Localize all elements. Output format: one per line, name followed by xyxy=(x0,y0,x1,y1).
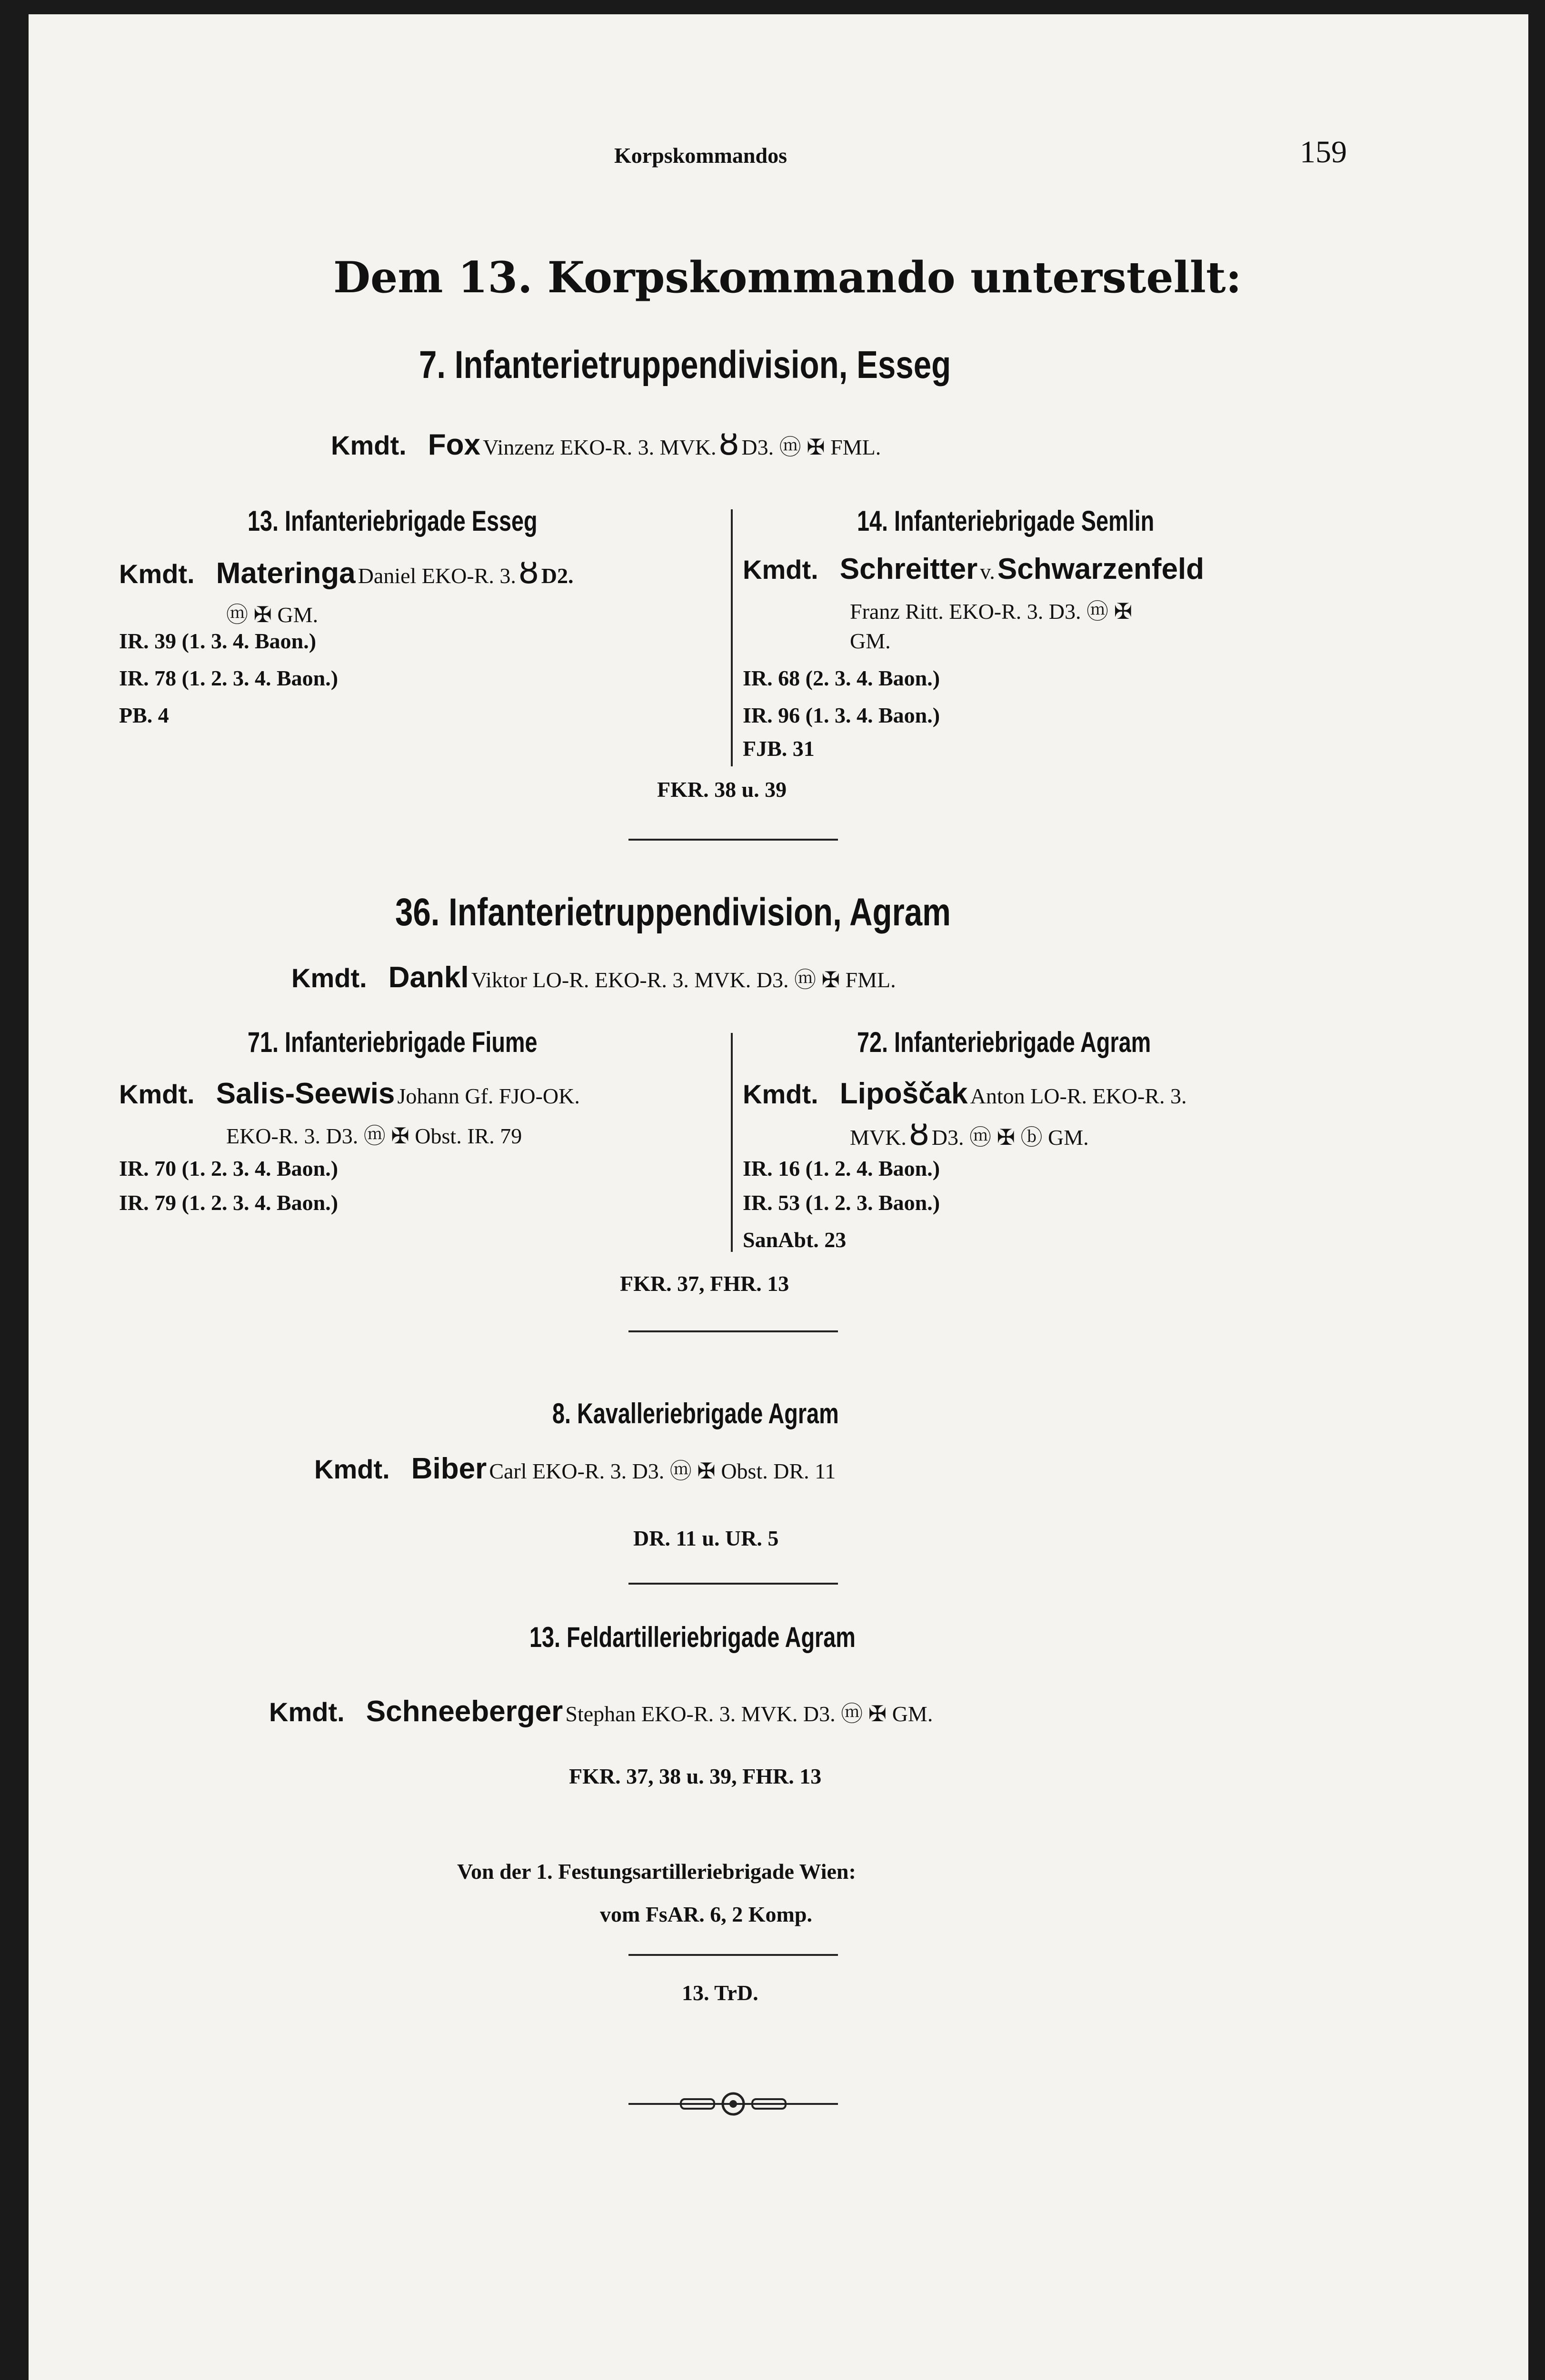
commander-decorations: D3. ⓜ ✠ ⓑ GM. xyxy=(931,1125,1089,1150)
artillery-line: FKR. 38 u. 39 xyxy=(657,777,787,802)
cavalry-units: DR. 11 u. UR. 5 xyxy=(633,1526,779,1550)
cross-medal-icon: ȣ xyxy=(718,424,739,463)
unit-line: IR. 68 (2. 3. 4. Baon.) xyxy=(743,666,940,690)
commander-details: Viktor LO-R. EKO-R. 3. MVK. D3. ⓜ ✠ FML. xyxy=(471,968,896,992)
commander-name: Schreitter xyxy=(839,553,978,585)
unit-line: IR. 16 (1. 2. 4. Baon.) xyxy=(743,1156,940,1180)
commander-details: Daniel EKO-R. 3. xyxy=(358,564,516,588)
kmdt-label: Kmdt. xyxy=(743,1079,818,1109)
field-artillery-brigade-title: 13. Feldartilleriebrigade Agram xyxy=(529,1621,856,1653)
fortress-artillery-detail: vom FsAR. 6, 2 Komp. xyxy=(600,1902,812,1926)
unit-line: SanAbt. 23 xyxy=(743,1228,847,1252)
division-7-commander xyxy=(331,424,881,463)
brigade-13-commander xyxy=(119,552,574,591)
divider-rule xyxy=(628,1583,838,1585)
unit-line: FJB. 31 xyxy=(743,736,815,761)
commander-name: Biber xyxy=(411,1452,487,1485)
commander-name: Schneeberger xyxy=(366,1695,563,1728)
kmdt-label: Kmdt. xyxy=(743,555,818,585)
name-particle: v. xyxy=(980,559,995,584)
column-divider xyxy=(731,509,733,766)
commander-rank: ⓜ ✠ GM. xyxy=(226,603,319,627)
divider-rule xyxy=(628,1330,838,1332)
commander-name-2: Schwarzenfeld xyxy=(997,553,1205,585)
page-number: 159 xyxy=(1300,135,1347,169)
kmdt-label: Kmdt. xyxy=(291,963,367,993)
brigade-71-commander xyxy=(119,1077,580,1111)
cross-medal-icon: ȣ xyxy=(518,552,539,591)
divider-rule xyxy=(628,839,838,841)
kmdt-label: Kmdt. xyxy=(331,430,407,460)
unit-line: IR. 39 (1. 3. 4. Baon.) xyxy=(119,629,317,653)
commander-name: Fox xyxy=(428,428,480,461)
brigade-14-commander xyxy=(743,552,1204,586)
ornament-divider-icon xyxy=(628,2090,838,2118)
unit-line: PB. 4 xyxy=(119,703,169,727)
cavalry-brigade-title: 8. Kavalleriebrigade Agram xyxy=(552,1398,839,1429)
field-artillery-units: FKR. 37, 38 u. 39, FHR. 13 xyxy=(569,1764,822,1788)
brigade-14-title: 14. Infanteriebrigade Semlin xyxy=(857,505,1155,537)
division-36-commander xyxy=(291,961,896,994)
brigade-72-commander xyxy=(743,1077,1186,1111)
train-division: 13. TrD. xyxy=(682,1981,758,2005)
commander-details: Stephan EKO-R. 3. MVK. D3. ⓜ ✠ GM. xyxy=(565,1702,933,1726)
artillery-line: FKR. 37, FHR. 13 xyxy=(620,1271,789,1296)
commander-details: Johann Gf. FJO-OK. xyxy=(397,1084,580,1108)
cross-medal-icon: ȣ xyxy=(908,1114,929,1153)
brigade-71-title: 71. Infanteriebrigade Fiume xyxy=(248,1026,538,1058)
brigade-13-title: 13. Infanteriebrigade Esseg xyxy=(248,505,538,537)
kmdt-label: Kmdt. xyxy=(269,1697,345,1727)
kmdt-label: Kmdt. xyxy=(119,1079,195,1109)
division-36-title: 36. Infanterietruppendivision, Agram xyxy=(395,891,951,934)
brigade-72-title: 72. Infanteriebrigade Agram xyxy=(857,1026,1151,1058)
column-divider xyxy=(731,1033,733,1252)
commander-name: Dankl xyxy=(388,961,469,994)
commander-name: Materinga xyxy=(216,557,356,590)
kmdt-label: Kmdt. xyxy=(119,559,195,589)
commander-details: Carl EKO-R. 3. D3. ⓜ ✠ Obst. DR. 11 xyxy=(489,1459,836,1483)
commander-name: Lipoščak xyxy=(839,1077,968,1110)
commander-name: Salis-Seewis xyxy=(216,1077,395,1110)
commander-details-2: EKO-R. 3. D3. ⓜ ✠ Obst. IR. 79 xyxy=(226,1124,522,1148)
commander-award: MVK. xyxy=(850,1125,907,1150)
fortress-artillery-line: Von der 1. Festungsartilleriebrigade Wien: xyxy=(457,1859,856,1884)
cavalry-commander xyxy=(314,1452,836,1486)
main-heading: Dem 13. Korpskommando unterstellt: xyxy=(333,252,1242,303)
kmdt-label: Kmdt. xyxy=(314,1454,390,1484)
commander-details: Franz Ritt. EKO-R. 3. D3. ⓜ ✠ xyxy=(850,599,1133,624)
unit-line: IR. 53 (1. 2. 3. Baon.) xyxy=(743,1190,940,1215)
commander-rank: GM. xyxy=(850,629,891,653)
commander-details-2 xyxy=(850,1114,1089,1153)
divider-rule xyxy=(628,1954,838,1956)
division-7-title: 7. Infanterietruppendivision, Esseg xyxy=(419,343,951,387)
unit-line: IR. 79 (1. 2. 3. 4. Baon.) xyxy=(119,1190,339,1215)
commander-decorations: D3. ⓜ ✠ FML. xyxy=(741,435,881,459)
unit-line: IR. 96 (1. 3. 4. Baon.) xyxy=(743,703,940,727)
commander-details: Vinzenz EKO-R. 3. MVK. xyxy=(483,435,717,459)
commander-details: Anton LO-R. EKO-R. 3. xyxy=(970,1084,1187,1108)
running-title: Korpskommandos xyxy=(614,143,787,168)
unit-line: IR. 78 (1. 2. 3. 4. Baon.) xyxy=(119,666,339,690)
field-artillery-commander xyxy=(269,1695,933,1728)
unit-line: IR. 70 (1. 2. 3. 4. Baon.) xyxy=(119,1156,339,1180)
commander-decorations: D2. xyxy=(541,564,574,588)
